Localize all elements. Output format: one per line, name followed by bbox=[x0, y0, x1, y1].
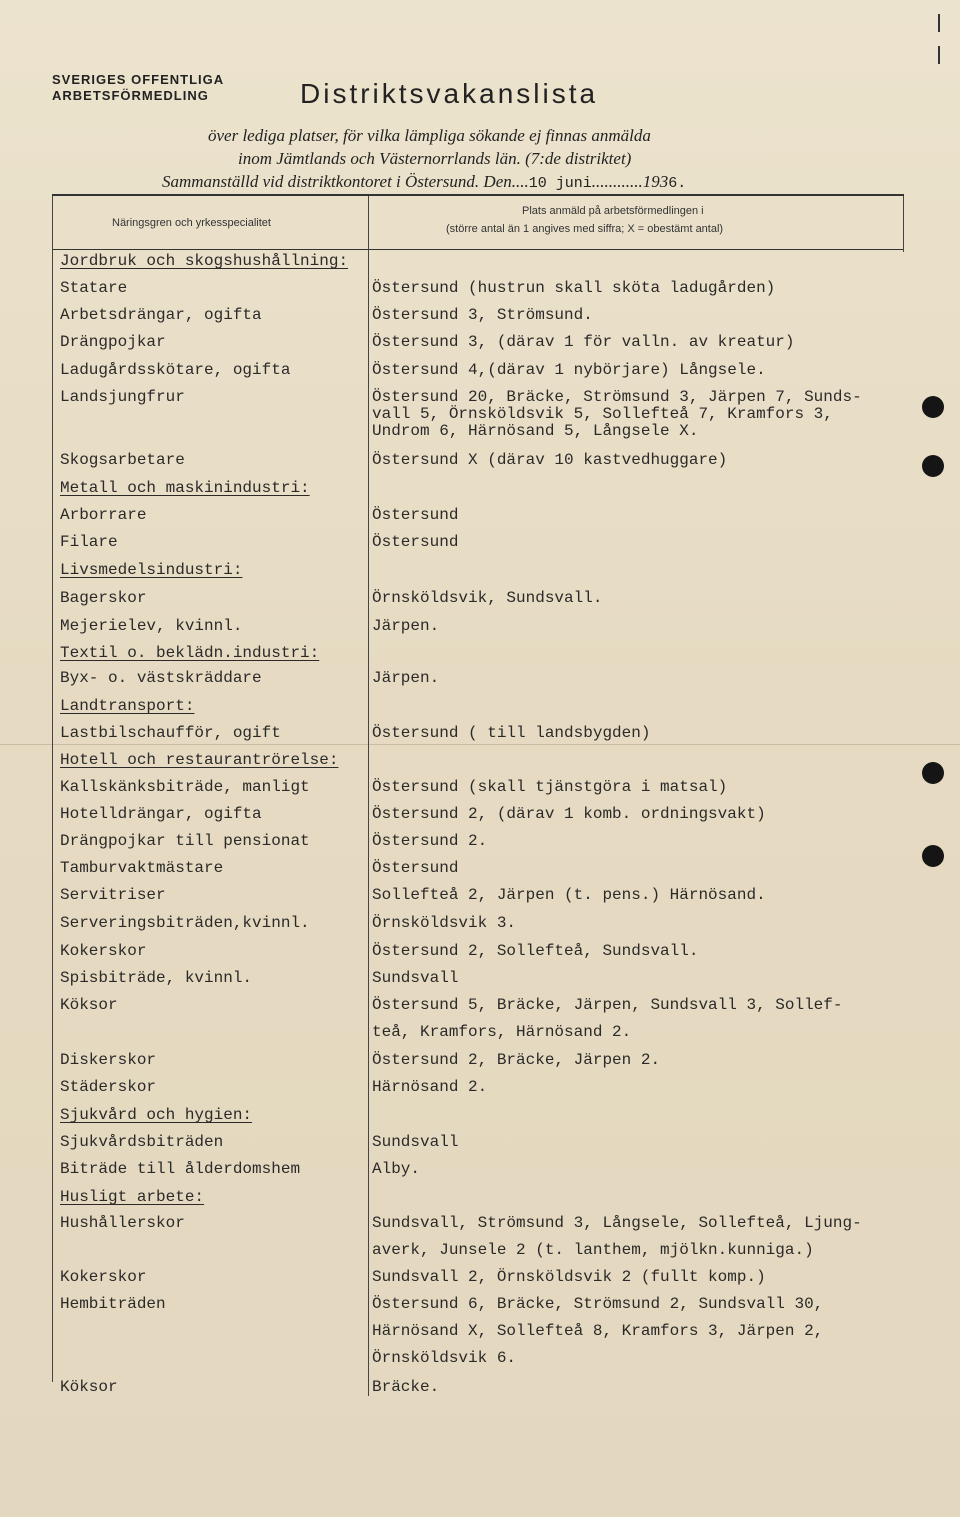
punch-hole bbox=[922, 845, 944, 867]
place-text: Bräcke. bbox=[372, 1378, 440, 1396]
section-heading: Jordbruk och skogshushållning: bbox=[60, 252, 349, 270]
place-text: Östersund bbox=[372, 859, 459, 877]
occupation-label: Arborrare bbox=[60, 506, 147, 524]
place-text: Sundsvall, Strömsund 3, Långsele, Sollefteå, Ljung- bbox=[372, 1214, 862, 1232]
place-text: Örnsköldsvik 6. bbox=[372, 1349, 517, 1367]
occupation-label: Städerskor bbox=[60, 1078, 157, 1096]
place-text: averk, Junsele 2 (t. lanthem, mjölkn.kunniga.) bbox=[372, 1241, 814, 1259]
occupation-label: Kokerskor bbox=[60, 1268, 147, 1286]
agency-name bbox=[52, 72, 224, 104]
occupation-label: Byx- o. västskräddare bbox=[60, 669, 262, 687]
place-text: Östersund 3, (därav 1 för valln. av kreatur) bbox=[372, 333, 795, 351]
binder-mark bbox=[938, 46, 940, 64]
place-text: Härnösand X, Sollefteå 8, Kramfors 3, Järpen 2, bbox=[372, 1322, 824, 1340]
occupation-label: Spisbiträde, kvinnl. bbox=[60, 969, 253, 987]
document-title: Distriktsvakanslista bbox=[300, 78, 599, 109]
punch-hole bbox=[922, 762, 944, 784]
occupation-label: Lastbilschaufför, ogift bbox=[60, 724, 281, 742]
occupation-label: Hembiträden bbox=[60, 1295, 166, 1313]
place-text: teå, Kramfors, Härnösand 2. bbox=[372, 1023, 632, 1041]
place-text: Alby. bbox=[372, 1160, 421, 1178]
place-text: Örnsköldsvik 3. bbox=[372, 914, 517, 932]
occupation-label: Ladugårdsskötare, ogifta bbox=[60, 361, 291, 379]
place-text: vall 5, Örnsköldsvik 5, Sollefteå 7, Kramfors 3, bbox=[372, 405, 833, 423]
place-text: Östersund 2, Bräcke, Järpen 2. bbox=[372, 1051, 661, 1069]
place-text: Östersund 2, Sollefteå, Sundsvall. bbox=[372, 942, 699, 960]
place-text: Östersund 2, (därav 1 komb. ordningsvakt) bbox=[372, 805, 766, 823]
place-text: Sundsvall bbox=[372, 1133, 459, 1151]
place-text: Östersund bbox=[372, 533, 459, 551]
compiled-year-suffix: 6. bbox=[668, 175, 687, 192]
subtitle-line-1: över lediga platser, för vilka lämpliga sökande ej finnas anmälda bbox=[208, 126, 651, 145]
place-text: Östersund (skall tjänstgöra i matsal) bbox=[372, 778, 728, 796]
place-text: Östersund ( till landsbygden) bbox=[372, 724, 651, 742]
subtitle-line-2: inom Jämtlands och Västernorrlands län. (7:de distriktet) bbox=[238, 149, 632, 168]
place-text: Sollefteå 2, Järpen (t. pens.) Härnösand. bbox=[372, 886, 766, 904]
header-rule-top bbox=[52, 194, 904, 196]
column-header-place: Plats anmäld på arbetsförmedlingen i bbox=[522, 205, 704, 217]
occupation-label: Hotelldrängar, ogifta bbox=[60, 805, 262, 823]
place-text: Östersund 2. bbox=[372, 832, 488, 850]
section-heading: Hotell och restaurantrörelse: bbox=[60, 751, 339, 769]
occupation-label: Skogsarbetare bbox=[60, 451, 185, 469]
occupation-label: Köksor bbox=[60, 1378, 118, 1396]
place-text: Järpen. bbox=[372, 617, 440, 635]
occupation-label: Sjukvårdsbiträden bbox=[60, 1133, 224, 1151]
occupation-label: Servitriser bbox=[60, 886, 166, 904]
occupation-label: Kallskänksbiträde, manligt bbox=[60, 778, 310, 796]
occupation-label: Drängpojkar bbox=[60, 333, 166, 351]
place-text: Sundsvall 2, Örnsköldsvik 2 (fullt komp.) bbox=[372, 1268, 766, 1286]
place-text: Östersund 5, Bräcke, Järpen, Sundsvall 3, Sollef- bbox=[372, 996, 843, 1014]
occupation-label: Biträde till ålderdomshem bbox=[60, 1160, 301, 1178]
place-text: Östersund (hustrun skall sköta ladugården) bbox=[372, 279, 776, 297]
table-left-border bbox=[52, 196, 53, 1382]
occupation-label: Diskerskor bbox=[60, 1051, 157, 1069]
binder-mark bbox=[938, 14, 940, 32]
compiled-line: Sammanställd vid distriktkontoret i Östersund. Den....10 juni............1936. bbox=[162, 172, 687, 192]
place-text: Östersund bbox=[372, 506, 459, 524]
punch-hole bbox=[922, 455, 944, 477]
compiled-year-prefix: 193 bbox=[642, 172, 669, 191]
section-heading: Textil o. beklädn.industri: bbox=[60, 644, 320, 662]
occupation-label: Arbetsdrängar, ogifta bbox=[60, 306, 262, 324]
section-heading: Sjukvård och hygien: bbox=[60, 1106, 253, 1124]
occupation-label: Statare bbox=[60, 279, 128, 297]
agency-line-1: SVERIGES OFFENTLIGA bbox=[52, 72, 225, 87]
header-rule-bottom bbox=[52, 249, 904, 250]
section-heading: Landtransport: bbox=[60, 697, 195, 715]
occupation-label: Mejerielev, kvinnl. bbox=[60, 617, 243, 635]
occupation-label: Serveringsbiträden,kvinnl. bbox=[60, 914, 310, 932]
occupation-label: Filare bbox=[60, 533, 118, 551]
place-text: Östersund 4,(därav 1 nybörjare) Långsele. bbox=[372, 361, 766, 379]
occupation-label: Tamburvaktmästare bbox=[60, 859, 224, 877]
column-header-occupation: Näringsgren och yrkesspecialitet bbox=[112, 217, 271, 229]
occupation-label: Kokerskor bbox=[60, 942, 147, 960]
section-heading: Metall och maskinindustri: bbox=[60, 479, 310, 497]
column-header-place-note: (större antal än 1 angives med siffra; X = obestämt antal) bbox=[446, 223, 724, 235]
place-text: Sundsvall bbox=[372, 969, 459, 987]
occupation-label: Drängpojkar till pensionat bbox=[60, 832, 310, 850]
place-text: Härnösand 2. bbox=[372, 1078, 488, 1096]
place-text: Östersund 3, Strömsund. bbox=[372, 306, 593, 324]
fold-line bbox=[0, 744, 960, 745]
compiled-date: 10 juni bbox=[528, 175, 592, 192]
compiled-prefix: Sammanställd vid distriktkontoret i Östersund. Den bbox=[162, 172, 512, 191]
section-heading: Livsmedelsindustri: bbox=[60, 561, 243, 579]
table-right-border bbox=[903, 196, 904, 252]
column-divider bbox=[368, 196, 369, 1396]
occupation-label: Landsjungfrur bbox=[60, 388, 185, 406]
place-text: Östersund 6, Bräcke, Strömsund 2, Sundsvall 30, bbox=[372, 1295, 824, 1313]
occupation-label: Bagerskor bbox=[60, 589, 147, 607]
agency-line-2: ARBETSFÖRMEDLING bbox=[52, 88, 209, 103]
punch-hole bbox=[922, 396, 944, 418]
place-text: Östersund X (därav 10 kastvedhuggare) bbox=[372, 451, 728, 469]
occupation-label: Köksor bbox=[60, 996, 118, 1014]
place-text: Undrom 6, Härnösand 5, Långsele X. bbox=[372, 422, 699, 440]
occupation-label: Hushållerskor bbox=[60, 1214, 185, 1232]
place-text: Järpen. bbox=[372, 669, 440, 687]
place-text: Östersund 20, Bräcke, Strömsund 3, Järpen 7, Sunds- bbox=[372, 388, 862, 406]
place-text: Örnsköldsvik, Sundsvall. bbox=[372, 589, 603, 607]
section-heading: Husligt arbete: bbox=[60, 1188, 205, 1206]
